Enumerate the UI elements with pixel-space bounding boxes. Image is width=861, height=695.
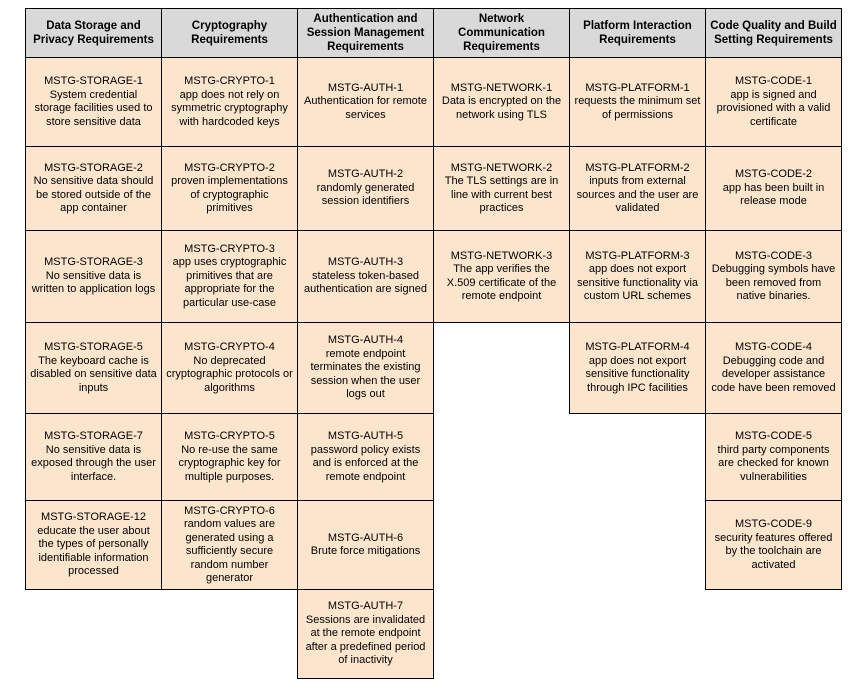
requirement-text: The keyboard cache is disabled on sensitive data inputs (30, 354, 157, 394)
requirement-cell-auth-7 (297, 589, 434, 679)
requirement-cell-auth-4 (297, 322, 434, 414)
requirement-text: No sensitive data is exposed through the user interface. (31, 443, 156, 483)
column-code-quality (705, 8, 842, 590)
requirement-cell-auth-1 (297, 57, 434, 147)
requirement-text: security features offered by the toolchain are activated (714, 531, 833, 571)
requirement-cell-platform-4 (569, 322, 706, 414)
requirement-code: MSTG-AUTH-2 (327, 168, 404, 181)
requirement-code: MSTG-CRYPTO-3 (184, 242, 275, 255)
requirement-code: MSTG-STORAGE-2 (44, 161, 143, 174)
requirement-code: MSTG-NETWORK-3 (450, 249, 553, 262)
requirement-cell-code-1 (705, 57, 842, 147)
column-header-code-quality (705, 8, 842, 58)
requirement-code: MSTG-CRYPTO-6 (184, 504, 275, 517)
requirement-code: MSTG-STORAGE-7 (44, 430, 143, 442)
requirement-cell-platform-3 (569, 230, 706, 323)
requirement-text: No sensitive data is written to application logs (31, 269, 156, 296)
column-header-label: Platform Interaction Requirements (583, 20, 692, 46)
requirement-text: randomly generated session identifiers (316, 181, 415, 208)
requirement-code: MSTG-CRYPTO-5 (184, 430, 275, 442)
requirement-code: MSTG-CRYPTO-2 (184, 161, 275, 174)
column-cryptography (161, 8, 298, 590)
requirement-text: Brute force mitigations (310, 545, 421, 557)
column-authentication (297, 8, 434, 679)
column-header-authentication (297, 8, 434, 58)
requirement-cell-crypto-3 (161, 230, 298, 323)
requirement-text: No re-use the same cryptographic key for multiple purposes. (178, 443, 281, 483)
requirement-text: The TLS settings are in line with current best practices (444, 175, 559, 214)
requirement-text: inputs from external sources and the user are validated (576, 175, 699, 214)
requirement-cell-network-3 (433, 230, 570, 323)
requirement-code: MSTG-STORAGE-5 (44, 341, 143, 353)
requirement-code: MSTG-PLATFORM-2 (585, 161, 690, 174)
requirement-code: MSTG-STORAGE-3 (44, 256, 143, 269)
requirement-code: MSTG-CRYPTO-1 (184, 75, 275, 87)
requirement-cell-platform-2 (569, 146, 706, 231)
requirement-cell-storage-12 (25, 500, 162, 590)
column-header-cryptography (161, 8, 298, 58)
requirement-code: MSTG-AUTH-6 (327, 531, 404, 544)
requirement-cell-crypto-5 (161, 413, 298, 501)
requirement-cell-code-3 (705, 230, 842, 323)
requirement-code: MSTG-AUTH-5 (327, 430, 404, 442)
requirement-cell-auth-3 (297, 230, 434, 323)
requirement-code: MSTG-PLATFORM-1 (585, 81, 690, 94)
requirement-text: System credential storage facilities used to store sensitive data (34, 88, 153, 128)
requirement-code: MSTG-PLATFORM-4 (585, 341, 690, 353)
requirement-cell-storage-1 (25, 57, 162, 147)
requirement-code: MSTG-STORAGE-12 (41, 511, 146, 524)
column-network (433, 8, 570, 323)
requirement-text: Authentication for remote services (304, 95, 427, 121)
requirement-cell-code-9 (705, 500, 842, 590)
requirement-cell-auth-2 (297, 146, 434, 231)
requirement-code: MSTG-CODE-9 (735, 518, 812, 530)
requirement-cell-crypto-2 (161, 146, 298, 231)
column-header-label: Cryptography Requirements (191, 20, 268, 46)
requirement-code: MSTG-CODE-4 (735, 341, 812, 353)
requirements-table (25, 8, 842, 679)
requirement-code: MSTG-CRYPTO-4 (184, 341, 275, 353)
requirement-code: MSTG-AUTH-3 (327, 256, 404, 269)
requirement-cell-platform-1 (569, 57, 706, 147)
column-platform (569, 8, 706, 414)
requirement-text: No sensitive data should be stored outside of the app container (33, 175, 154, 214)
requirement-cell-storage-5 (25, 322, 162, 414)
column-header-platform (569, 8, 706, 58)
requirement-cell-storage-7 (25, 413, 162, 501)
requirement-code: MSTG-NETWORK-1 (450, 81, 553, 94)
column-header-label: Data Storage and Privacy Requirements (33, 20, 154, 46)
requirement-code: MSTG-CODE-2 (735, 168, 812, 181)
requirement-text: third party components are checked for known vulnerabilities (717, 443, 830, 483)
requirement-text: No deprecated cryptographic protocols or algorithms (166, 354, 293, 394)
requirement-cell-network-1 (433, 57, 570, 147)
requirement-text: app has been built in release mode (722, 181, 825, 208)
requirement-cell-code-2 (705, 146, 842, 231)
requirement-text: Data is encrypted on the network using TLS (441, 95, 562, 121)
requirement-cell-crypto-1 (161, 57, 298, 147)
requirement-cell-storage-3 (25, 230, 162, 323)
requirement-cell-storage-2 (25, 146, 162, 231)
column-header-network (433, 8, 570, 58)
requirement-text: app does not export sensitive functionality via custom URL schemes (576, 263, 699, 302)
requirement-code: MSTG-PLATFORM-3 (585, 249, 690, 262)
requirement-text: Sessions are invalidated at the remote endpoint after a predefined period of inactivity (305, 613, 426, 667)
requirement-code: MSTG-STORAGE-1 (44, 75, 143, 87)
requirement-text: proven implementations of cryptographic primitives (171, 175, 288, 214)
requirement-cell-auth-6 (297, 500, 434, 590)
requirement-text: The app verifies the X.509 certificate of the remote endpoint (446, 263, 557, 302)
requirement-text: Debugging code and developer assistance code have been removed (711, 354, 836, 394)
requirement-text: app uses cryptographic primitives that are appropriate for the particular use-case (172, 256, 287, 309)
column-header-label: Authentication and Session Management Requirements (306, 13, 425, 53)
requirement-text: remote endpoint terminates the existing session when the user logs out (310, 347, 421, 401)
requirement-text: Debugging symbols have been removed from native binaries. (711, 263, 836, 302)
requirement-code: MSTG-CODE-5 (735, 430, 812, 442)
requirement-code: MSTG-CODE-1 (735, 75, 812, 87)
column-header-label: Code Quality and Build Setting Requirements (710, 20, 837, 46)
requirement-code: MSTG-AUTH-4 (327, 334, 404, 347)
requirement-text: requests the minimum set of permissions (574, 95, 701, 121)
column-data-storage (25, 8, 162, 590)
column-header-data-storage (25, 8, 162, 58)
requirement-text: password policy exists and is enforced at the remote endpoint (310, 443, 421, 483)
requirement-code: MSTG-AUTH-7 (327, 600, 404, 613)
requirement-code: MSTG-CODE-3 (735, 249, 812, 262)
requirement-code: MSTG-NETWORK-2 (450, 161, 553, 174)
requirement-cell-crypto-6 (161, 500, 298, 590)
requirement-cell-crypto-4 (161, 322, 298, 414)
requirement-code: MSTG-AUTH-1 (327, 81, 404, 94)
requirement-cell-code-4 (705, 322, 842, 414)
requirement-text: app is signed and provisioned with a valid certificate (716, 88, 831, 128)
requirement-text: educate the user about the types of personally identifiable information processed (37, 524, 150, 578)
requirement-text: app does not export sensitive functionality through IPC facilities (585, 354, 690, 394)
column-header-label: Network Communication Requirements (458, 13, 545, 53)
requirement-text: random values are generated using a sufficiently secure random number generator (183, 518, 276, 584)
requirement-text: stateless token-based authentication are signed (304, 269, 427, 296)
requirement-cell-network-2 (433, 146, 570, 231)
requirement-cell-auth-5 (297, 413, 434, 501)
requirement-cell-code-5 (705, 413, 842, 501)
requirement-text: app does not rely on symmetric cryptography with hardcoded keys (171, 88, 288, 128)
